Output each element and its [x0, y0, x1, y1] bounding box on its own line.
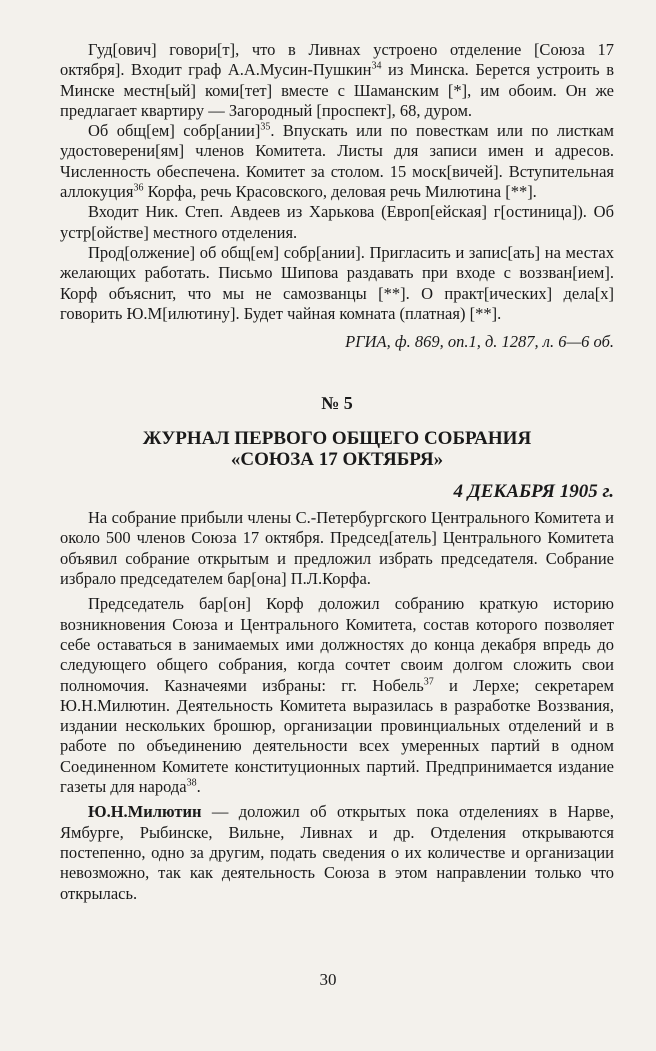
paragraph-continuation: Прод[олжение] об общ[ем] собр[ании]. Пригласить и запис[ать] на местах желающих работать. Письмо Шипова раздавать при входе с воззван[ием]. Корф объяснит, что мы не самозванцы [**]. О практ[ических] дела[х] говорить Ю.М[илютину]. Будет чайная комната (платная) [**].	[60, 242, 614, 323]
heading-line-2: «СОЮЗА 17 ОКТЯБРЯ»	[230, 449, 444, 471]
paragraph-general-meeting: Об общ[ем] собр[ании]$^{35}$. Впускать или по повесткам или по листкам удостоверени[ям] членов Комитета. Листы для записи имен и адресов. Численность обеспечена. Комитет за столом. 15 моск[вичей]. Вступительная аллокуция$^{36}$ Корфа, речь Красовского, деловая речь Милютина [**].	[60, 121, 614, 202]
document-date: 4 ДЕКАБРЯ 1905 г.	[453, 481, 614, 503]
document-heading	[60, 428, 614, 470]
paragraph-avdeev: Входит Ник. Степ. Авдеев из Харькова (Европ[ейская] г[остиница]). Об устр[ойстве] местного отделения.	[60, 202, 614, 242]
top-text-block	[60, 40, 614, 324]
paragraph-milyutin-report: Ю.Н.Милютин — доложил об открытых пока отделениях в Нарве, Ямбурге, Рыбинске, Вильне, Ливнах и др. Отделения открываются постепенно, одно за другим, подать сведения о их количестве и организации невозможно, так как деятельность Союза в этом направлении только что открылась.	[60, 802, 614, 903]
speaker-name: Ю.Н.Милютин	[88, 802, 202, 822]
footnote-ref: 34	[371, 60, 382, 72]
document-number: № 5	[321, 393, 353, 414]
footnote-ref: 36	[133, 182, 144, 194]
paragraph-attendance: На собрание прибыли члены С.-Петербургского Центрального Комитета и около 500 членов Союза 17 октября. Председ[атель] Центрального Комитета объявил собрание открытым и предложил избрать председателя. Собрание избрало председателем бар[она] П.Л.Корфа.	[60, 508, 614, 589]
footnote-ref: 38	[186, 777, 197, 789]
journal-body	[60, 508, 614, 904]
page-number: 30	[319, 970, 337, 989]
footnote-ref: 37	[423, 676, 434, 688]
paragraph-gudovich: Гуд[ович] говори[т], что в Ливнах устроено отделение [Союза 17 октября]. Входит граф А.А.Мусин-Пушкин$^{34}$ из Минска. Берется устроить в Минске местн[ый] коми[тет] вместе с Шаманским [*], им обоим. Он же предлагает квартиру — Загородный [проспект], 68, дуром.	[60, 40, 614, 120]
footnote-ref: 35	[260, 121, 271, 133]
archive-citation: РГИА, ф. 869, оп.1, д. 1287, л. 6—6 об.	[345, 332, 614, 352]
paragraph-korf-report: Председатель бар[он] Корф доложил собранию краткую историю возникновения Союза и Центрального Комитета, состав которого позволяет себе оставаться в занимаемых ими должностях до конца декабря впредь до следующего общего собрания, когда сочтет своим долгом сложить свои полномочия. Казначеями избраны: гг. Нобель$^{37}$ и Лерхе; секретарем Ю.Н.Милютин. Деятельность Комитета выразилась в разработке Воззвания, издании нескольких брошюр, организации провинциальных отделений и в работе по объединению деятельности всех умеренных партий в одном Соединенном Комитете конституционных партий. Предпринимается издание газеты для народа$^{38}$.	[60, 594, 614, 797]
heading-line-1: ЖУРНАЛ ПЕРВОГО ОБЩЕГО СОБРАНИЯ	[142, 428, 532, 450]
